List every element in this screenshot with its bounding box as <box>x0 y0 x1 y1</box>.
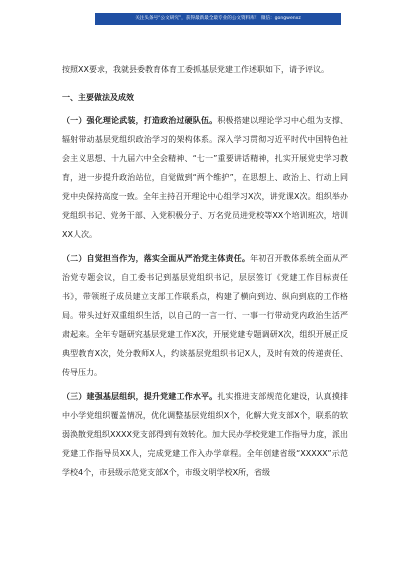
header-banner <box>95 13 341 25</box>
item-paragraph-3 <box>62 387 348 482</box>
spacer <box>62 79 348 84</box>
banner-text: 关注头条号“公文研究”，获得最新最全最专业的公文资料库！ 微信：gongwenxz <box>135 16 301 21</box>
item-lead-2: （二）自觉担当作为，落实全面从严治党主体责任。 <box>62 254 251 263</box>
item-lead-1: （一）强化理论武装，打造政治过硬队伍。 <box>62 116 218 125</box>
item-lead-3: （三）建强基层组织，提升党建工作水平。 <box>62 392 218 401</box>
item-body-1: 积极搭建以理论学习中心组为支撑、辐射带动基层党组织政治学习的架构体系。深入学习贯彻习近平时代中国特色社会主义思想、十九届六中全会精神、“七一”重要讲话精神，扎实开展党史学习教育，进一步提升政治站位，自觉做到“两个维护”，在思想上、政治上、行动上同党中央保持高度一致。全年主持召开理论中心组学习X次，讲党课X次。组织举办党组织书记、党务干部、入党积极分子、万名党员进党校等XX个培训班次，培训XX人次。 <box>62 116 349 239</box>
document-body <box>62 60 348 482</box>
section-title: 一、主要做法及成效 <box>62 93 134 102</box>
item-body-3: 扎实推进支部规范化建设，认真摸排中小学党组织覆盖情况，优化调整基层党组织X个，化解大党支部X个，联系的软弱涣散党组织XXXX党支部得到有效转化。加大民办学校党建工作指导力度，派出党建工作指导员XX人，完成党建工作入办学章程。全年创建省级“XXXXX”示范学校4个，市县级示范党支部X个，市级文明学校X所，省级 <box>62 392 349 477</box>
intro-paragraph: 按照XX要求，我就县委教育体育工委抓基层党建工作述职如下，请予评议。 <box>62 65 329 74</box>
item-paragraph-1 <box>62 111 348 244</box>
item-body-2: 年初召开教体系统全面从严治党专题会议，自工委书记到基层党组织书记，层层签订《党建工作目标责任书》，带领班子成员建立支部工作联系点，构建了横向到边、纵向到底的工作格局。带头过好双重组织生活，以自己的一言一行、一事一行带动党内政治生活严肃起来。全年专题研究基层党建工作X次，开展党建专题调研X次，组织开展正反典型教育X次，处分教师X人，约谈基层党组织书记X人，及时有效的传递责任、传导压力。 <box>62 254 349 377</box>
item-paragraph-2 <box>62 249 348 382</box>
